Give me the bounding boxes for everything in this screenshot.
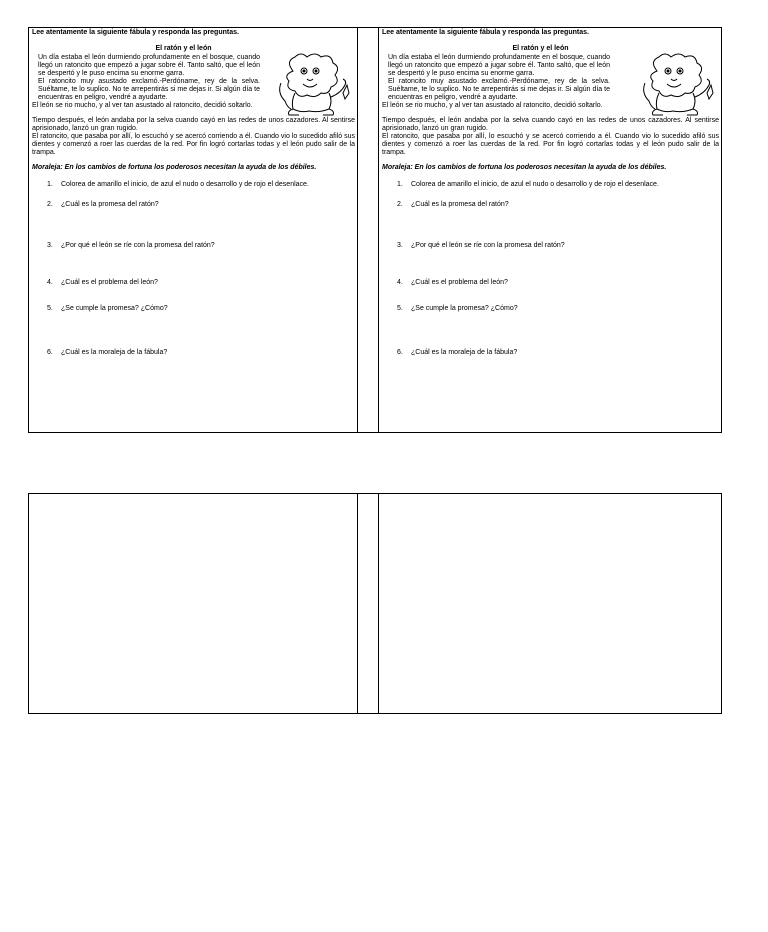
worksheet-table-top	[28, 27, 722, 433]
instruction-text: Lee atentamente la siguiente fábula y responda las preguntas.	[32, 29, 239, 36]
question-item: 1. Colorea de amarillo el inicio, de azul el nudo o desarrollo y de rojo el desenlace.	[47, 181, 309, 188]
question-item: 6. ¿Cuál es la moraleja de la fábula?	[397, 349, 518, 356]
worksheet-cell-left	[29, 28, 358, 432]
question-item: 4. ¿Cuál es el problema del león?	[397, 279, 508, 286]
empty-cell-right	[379, 494, 721, 713]
question-item: 2. ¿Cuál es la promesa del ratón?	[47, 201, 159, 208]
story-paragraph: El ratoncito, que pasaba por allí, lo escuchó y se acercó corriendo a él. Cuando vio lo sucedido afiló sus dientes y comenzó a roer las cuerdas de la red. Por fin logró cortarlas todas y el león pudo salir de la trampa.	[382, 133, 719, 156]
question-item: 2. ¿Cuál es la promesa del ratón?	[397, 201, 509, 208]
question-list	[382, 181, 719, 357]
instruction-text: Lee atentamente la siguiente fábula y responda las preguntas.	[382, 29, 589, 36]
story-title: El ratón y el león	[155, 45, 212, 52]
worksheet-table-bottom	[28, 493, 722, 714]
worksheet-cell-right	[379, 28, 721, 432]
story-paragraph: Tiempo después, el león andaba por la selva cuando cayó en las redes de unos cazadores. Al sentirse aprisionado, lanzó un gran rugido.	[32, 117, 355, 132]
question-item: 1. Colorea de amarillo el inicio, de azul el nudo o desarrollo y de rojo el desenlace.	[397, 181, 659, 188]
lion-drawing-icon	[273, 53, 353, 119]
story-paragraph: Un día estaba el león durmiendo profundamente en el bosque, cuando llegó un ratoncito que empezó a jugar sobre él. Tanto saltó, que el león se despertó y le puso encima su enorme garra.	[388, 54, 610, 77]
story-paragraph: Un día estaba el león durmiendo profundamente en el bosque, cuando llegó un ratoncito que empezó a jugar sobre él. Tanto saltó, que el león se despertó y le puso encima su enorme garra.	[38, 54, 260, 77]
story-paragraph: El león se rio mucho, y al ver tan asustado al ratoncito, decidió soltarlo.	[382, 102, 603, 109]
moral-text: Moraleja: En los cambios de fortuna los poderosos necesitan la ayuda de los débiles.	[382, 164, 667, 171]
question-item: 3. ¿Por qué el león se ríe con la promesa del ratón?	[47, 242, 215, 249]
story-paragraph: El ratoncito muy asustado exclamó.-Perdóname, rey de la selva. Suéltame, te lo suplico. No te arrepentirás si me dejas ir. Si algún día te encuentras en peligro, vendré a ayudarte.	[388, 78, 610, 101]
question-item: 5. ¿Se cumple la promesa? ¿Cómo?	[397, 305, 518, 312]
moral-text: Moraleja: En los cambios de fortuna los poderosos necesitan la ayuda de los débiles.	[32, 164, 317, 171]
story-paragraph: El ratoncito, que pasaba por allí, lo escuchó y se acercó corriendo a él. Cuando vio lo sucedido afiló sus dientes y comenzó a roer las cuerdas de la red. Por fin logró cortarlas todas y el león pudo salir de la trampa.	[32, 133, 355, 156]
question-list	[32, 181, 355, 357]
empty-cell-spacer	[358, 494, 379, 713]
story-paragraph: El ratoncito muy asustado exclamó.-Perdóname, rey de la selva. Suéltame, te lo suplico. No te arrepentirás si me dejas ir. Si algún día te encuentras en peligro, vendré a ayudarte.	[38, 78, 260, 101]
empty-cell-left	[29, 494, 358, 713]
question-item: 4. ¿Cuál es el problema del león?	[47, 279, 158, 286]
question-item: 6. ¿Cuál es la moraleja de la fábula?	[47, 349, 168, 356]
question-item: 5. ¿Se cumple la promesa? ¿Cómo?	[47, 305, 168, 312]
story-title: El ratón y el león	[512, 45, 569, 52]
lion-drawing-icon	[637, 53, 717, 119]
story-paragraph: El león se rio mucho, y al ver tan asustado al ratoncito, decidió soltarlo.	[32, 102, 253, 109]
question-item: 3. ¿Por qué el león se ríe con la promesa del ratón?	[397, 242, 565, 249]
worksheet-cell-spacer	[358, 28, 379, 432]
story-paragraph: Tiempo después, el león andaba por la selva cuando cayó en las redes de unos cazadores. Al sentirse aprisionado, lanzó un gran rugido.	[382, 117, 719, 132]
